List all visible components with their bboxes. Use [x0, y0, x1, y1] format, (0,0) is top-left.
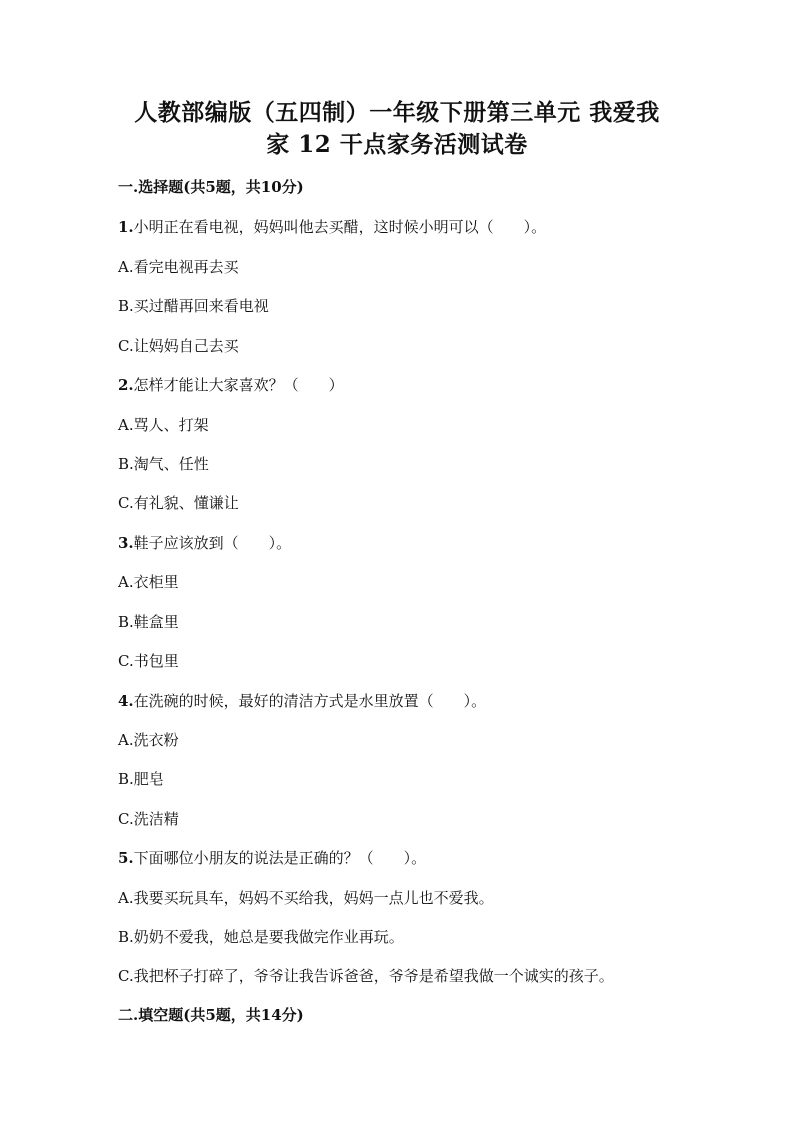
page-title-line-1: 人教部编版（五四制）一年级下册第三单元 我爱我	[134, 99, 660, 126]
question-4-option-a: A.洗衣粉	[118, 731, 179, 749]
question-5-option-c: C.我把杯子打碎了，爷爷让我告诉爸爸，爷爷是希望我做一个诚实的孩子。	[118, 967, 614, 985]
question-text: 鞋子应该放到（ ）。	[133, 534, 292, 552]
question-text: 在洗碗的时候，最好的清洁方式是水里放置（ ）。	[133, 692, 487, 710]
question-4	[118, 691, 486, 711]
question-2-option-b: B.淘气、任性	[118, 455, 209, 473]
question-number: 3.	[118, 534, 134, 552]
question-text: 下面哪位小朋友的说法是正确的？（ ）。	[133, 849, 427, 867]
question-number: 5.	[118, 849, 134, 867]
question-2-option-a: A.骂人、打架	[118, 416, 209, 434]
section-heading-fill-in-blank: 二.填空题(共5题，共14分)	[118, 1006, 304, 1024]
question-4-option-b: B.肥皂	[118, 770, 164, 788]
question-text: 小明正在看电视，妈妈叫他去买醋，这时候小明可以（ ）。	[133, 218, 547, 236]
question-2	[118, 375, 344, 395]
question-5	[118, 848, 426, 868]
section-heading-multiple-choice: 一.选择题(共5题，共10分)	[118, 178, 304, 196]
question-5-option-a: A.我要买玩具车，妈妈不买给我，妈妈一点儿也不爱我。	[118, 889, 494, 907]
question-1-option-c: C.让妈妈自己去买	[118, 337, 239, 355]
question-text: 怎样才能让大家喜欢？（ ）	[133, 376, 344, 394]
question-3-option-b: B.鞋盒里	[118, 613, 179, 631]
question-5-option-b: B.奶奶不爱我，她总是要我做完作业再玩。	[118, 928, 404, 946]
question-3	[118, 533, 291, 553]
question-2-option-c: C.有礼貌、懂谦让	[118, 494, 239, 512]
question-3-option-c: C.书包里	[118, 652, 179, 670]
question-3-option-a: A.衣柜里	[118, 573, 179, 591]
question-number: 1.	[118, 218, 134, 236]
question-number: 4.	[118, 692, 134, 710]
question-1-option-a: A.看完电视再去买	[118, 258, 239, 276]
question-4-option-c: C.洗洁精	[118, 810, 179, 828]
question-number: 2.	[118, 376, 134, 394]
question-1-option-b: B.买过醋再回来看电视	[118, 297, 269, 315]
question-1	[118, 217, 546, 237]
page-title-line-2: 家 12 干点家务活测试卷	[266, 131, 528, 158]
